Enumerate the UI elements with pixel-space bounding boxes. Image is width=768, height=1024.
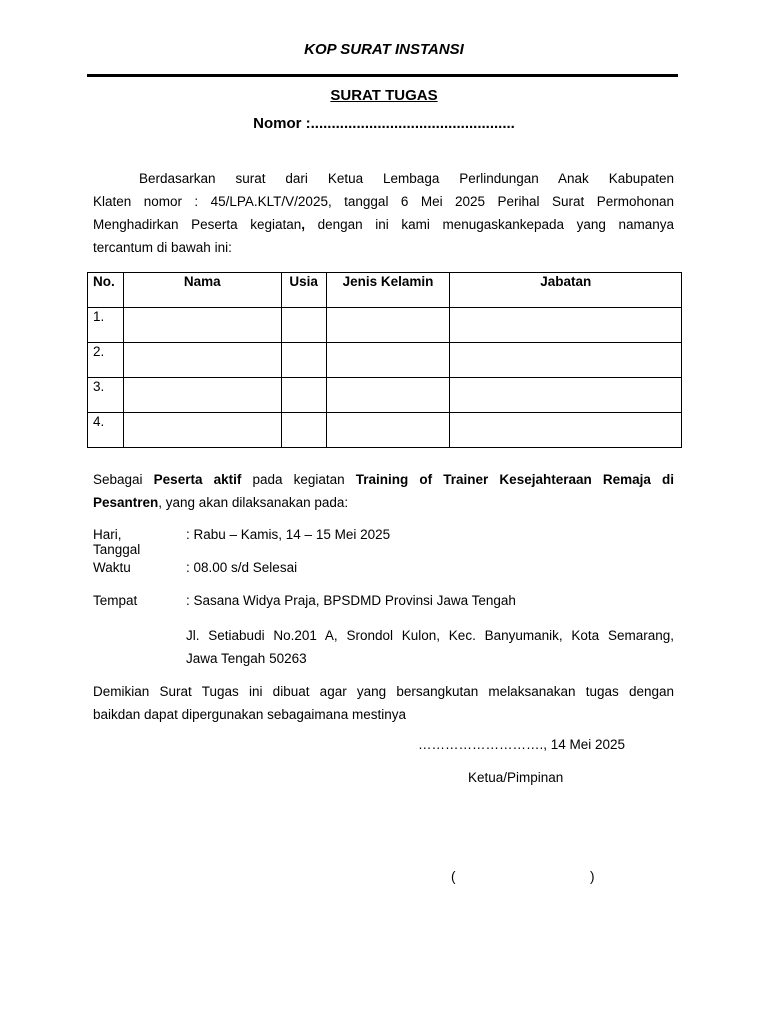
assignment-paragraph xyxy=(93,468,674,514)
assignment-role: Peserta aktif xyxy=(153,472,242,487)
cell-usia xyxy=(281,308,326,343)
cell-nama xyxy=(123,308,281,343)
signature-name-close-paren: ) xyxy=(590,869,595,884)
cell-jenis-kelamin xyxy=(326,343,450,378)
table-header-row xyxy=(88,273,682,308)
closing-paragraph xyxy=(93,680,674,726)
intro-line-4: tercantum di bawah ini: xyxy=(93,240,232,255)
intro-line-1: Berdasarkan surat dari Ketua Lembaga Perlindungan Anak Kabupaten xyxy=(139,171,674,186)
intro-line-3b: , xyxy=(301,217,306,232)
closing-line-2: baikdan dapat dipergunakan sebagaimana mestinya xyxy=(93,707,406,722)
document-number: Nomor :................................................. xyxy=(253,115,515,132)
signature-title: Ketua/Pimpinan xyxy=(468,770,564,785)
cell-jenis-kelamin xyxy=(326,308,450,343)
intro-line-3a: Menghadirkan Peserta kegiatan xyxy=(93,217,302,232)
row-number: 4. xyxy=(88,413,124,448)
assignment-text-1: Sebagai xyxy=(93,472,154,487)
cell-usia xyxy=(281,343,326,378)
detail-label-place: Tempat xyxy=(93,593,138,608)
participants-table xyxy=(87,272,682,448)
cell-nama xyxy=(123,378,281,413)
cell-usia xyxy=(281,413,326,448)
event-name-part-2: Pesantren xyxy=(93,495,159,510)
assignment-text-3: , yang akan dilaksanakan pada: xyxy=(158,495,349,510)
signature-name-open-paren: ( xyxy=(451,869,456,884)
detail-value-place: : Sasana Widya Praja, BPSDMD Provinsi Jawa Tengah xyxy=(186,593,516,608)
intro-paragraph xyxy=(93,167,674,259)
cell-jenis-kelamin xyxy=(326,378,450,413)
cell-jabatan xyxy=(450,413,682,448)
address-line-1: Jl. Setiabudi No.201 A, Srondol Kulon, Kec. Banyumanik, Kota Semarang, xyxy=(186,628,674,643)
table-row xyxy=(88,308,682,343)
cell-jabatan xyxy=(450,308,682,343)
row-number: 2. xyxy=(88,343,124,378)
address-block xyxy=(186,624,674,670)
assignment-text-2: pada kegiatan xyxy=(241,472,356,487)
address-line-2: Jawa Tengah 50263 xyxy=(186,651,307,666)
table-row xyxy=(88,378,682,413)
document-title: SURAT TUGAS xyxy=(330,87,438,104)
row-number: 1. xyxy=(88,308,124,343)
detail-value-date: : Rabu – Kamis, 14 – 15 Mei 2025 xyxy=(186,527,391,542)
cell-jenis-kelamin xyxy=(326,413,450,448)
letterhead-title: KOP SURAT INSTANSI xyxy=(304,41,464,58)
cell-nama xyxy=(123,413,281,448)
cell-usia xyxy=(281,378,326,413)
intro-line-3c: dengan ini kami menugaskankepada yang namanya xyxy=(305,217,675,232)
letterhead-divider xyxy=(87,74,678,77)
detail-value-time: : 08.00 s/d Selesai xyxy=(186,560,298,575)
header-usia: Usia xyxy=(281,273,326,308)
detail-label-date: Hari, Tanggal xyxy=(93,527,141,557)
header-no: No. xyxy=(88,273,124,308)
header-jenis-kelamin: Jenis Kelamin xyxy=(326,273,450,308)
table-row xyxy=(88,343,682,378)
signature-date: ………………………., 14 Mei 2025 xyxy=(418,737,626,752)
cell-jabatan xyxy=(450,378,682,413)
header-jabatan: Jabatan xyxy=(450,273,682,308)
cell-jabatan xyxy=(450,343,682,378)
row-number: 3. xyxy=(88,378,124,413)
detail-label-time: Waktu xyxy=(93,560,131,575)
table-row xyxy=(88,413,682,448)
intro-line-2: Klaten nomor : 45/LPA.KLT/V/2025, tanggal 6 Mei 2025 Perihal Surat Permohonan xyxy=(93,194,674,209)
cell-nama xyxy=(123,343,281,378)
closing-line-1: Demikian Surat Tugas ini dibuat agar yang bersangkutan melaksanakan tugas dengan xyxy=(93,684,674,699)
header-nama: Nama xyxy=(123,273,281,308)
event-name-part-1: Training of Trainer Kesejahteraan Remaja di xyxy=(355,472,675,487)
